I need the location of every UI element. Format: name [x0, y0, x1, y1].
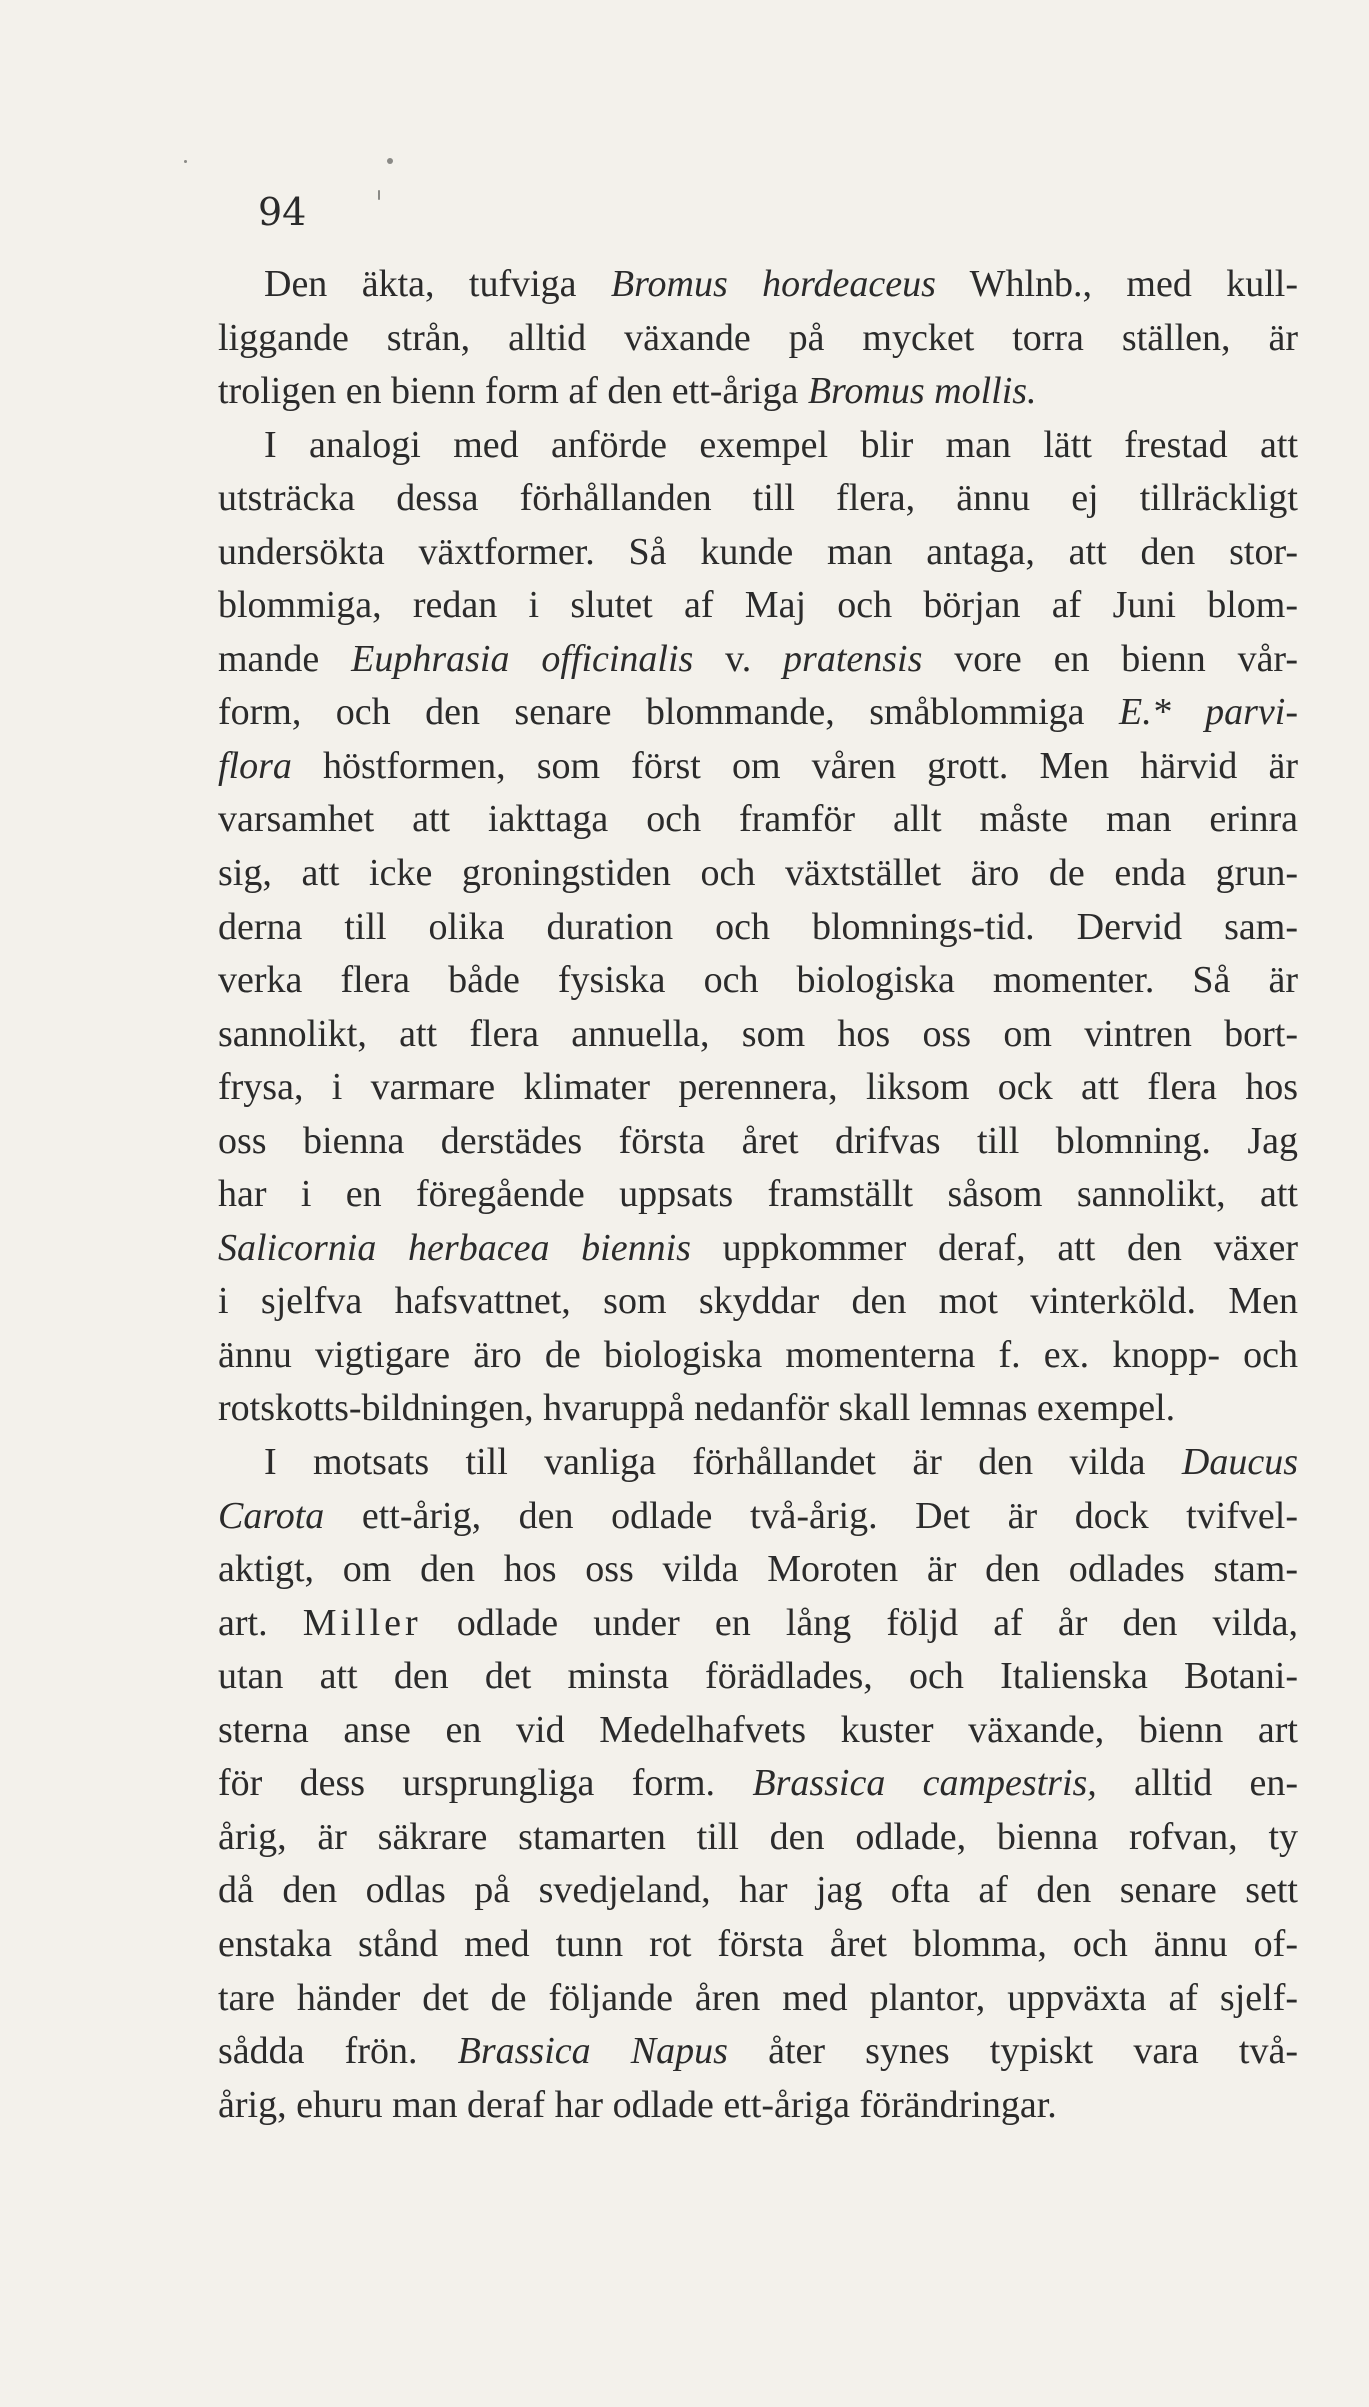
text-segment: art.	[218, 1601, 303, 1644]
text-segment: för dess ursprungliga form.	[218, 1762, 753, 1805]
text-line	[218, 1757, 1298, 1811]
page-number: 94	[258, 190, 307, 234]
text-line	[218, 2079, 1298, 2133]
text-segment: I analogi med anförde exempel blir man lätt frestad att	[264, 423, 1298, 466]
text-line	[218, 472, 1298, 526]
text-line	[218, 1490, 1298, 1544]
text-segment: sannolikt, att flera annuella, som hos oss om vintren bort-	[218, 1012, 1298, 1055]
text-segment: liggande strån, alltid växande på mycket torra ställen, är	[218, 316, 1298, 359]
text-segment: sådda frön.	[218, 2030, 458, 2073]
text-line	[218, 1704, 1298, 1758]
text-segment: Den äkta, tufviga	[264, 263, 611, 305]
text-line	[218, 419, 1298, 473]
italic-segment: Bromus hordeaceus	[610, 263, 936, 305]
italic-segment: Euphrasia officinalis	[351, 637, 694, 680]
text-segment: sterna anse en vid Medelhafvets kuster växande, bienn art	[218, 1708, 1298, 1751]
text-line	[218, 1972, 1298, 2026]
text-line	[218, 1222, 1298, 1276]
text-segment: aktigt, om den hos oss vilda Moroten är den odlades stam-	[218, 1548, 1298, 1591]
text-segment: har i en föregående uppsats framställt såsom sannolikt, att	[218, 1173, 1298, 1216]
text-line	[218, 1168, 1298, 1222]
text-line	[218, 901, 1298, 955]
text-line	[218, 1650, 1298, 1704]
text-segment: utsträcka dessa förhållanden till flera, ännu ej tillräckligt	[218, 477, 1298, 520]
text-segment: blommiga, redan i slutet af Maj och början af Juni blom-	[218, 584, 1298, 627]
text-line	[218, 2025, 1298, 2079]
text-segment: form, och den senare blommande, småblommiga	[218, 691, 1119, 734]
text-segment: rotskotts-bildningen, hvaruppå nedanför skall lemnas exempel.	[218, 1387, 1176, 1430]
text-segment: då den odlas på svedjeland, har jag ofta af den senare sett	[218, 1869, 1298, 1912]
text-line	[218, 1597, 1298, 1651]
text-segment: odlade under en lång följd af år den vilda,	[421, 1601, 1298, 1644]
italic-segment: flora	[218, 744, 292, 787]
text-segment: oss bienna derstädes första året drifvas till blomning. Jag	[218, 1119, 1298, 1162]
text-segment: utan att den det minsta förädlades, och Italienska Botani-	[218, 1655, 1298, 1698]
text-line	[218, 1008, 1298, 1062]
text-segment: mande	[218, 637, 352, 680]
text-line	[218, 793, 1298, 847]
text-line	[218, 1061, 1298, 1115]
print-speck	[184, 160, 187, 163]
text-segment: troligen en bienn form af den ett-åriga	[218, 370, 808, 413]
text-line	[218, 954, 1298, 1008]
text-line	[218, 258, 1298, 312]
text-line	[218, 579, 1298, 633]
text-line	[218, 1811, 1298, 1865]
text-segment: enstaka stånd med tunn rot första året blomma, och ännu of-	[218, 1922, 1298, 1965]
text-segment: höstformen, som först om våren grott. Men härvid är	[291, 744, 1298, 787]
text-segment: tare händer det de följande åren med plantor, uppväxta af sjelf-	[218, 1976, 1298, 2019]
text-line	[218, 1115, 1298, 1169]
print-speck	[387, 158, 393, 164]
text-line	[218, 1329, 1298, 1383]
text-line	[218, 633, 1298, 687]
italic-segment: E.* parvi-	[1118, 691, 1298, 734]
text-segment: uppkommer deraf, att den växer	[690, 1226, 1298, 1269]
italic-segment: Bromus mollis.	[807, 370, 1037, 413]
text-line	[218, 847, 1298, 901]
text-segment: I motsats till vanliga förhållandet är den vilda	[264, 1441, 1182, 1484]
text-line	[218, 1436, 1298, 1490]
spaced-name: Miller	[302, 1601, 422, 1644]
text-line	[218, 1864, 1298, 1918]
text-segment: åter synes typiskt vara två-	[727, 2030, 1298, 2073]
text-segment: varsamhet att iakttaga och framför allt måste man erinra	[218, 798, 1298, 841]
text-line	[218, 526, 1298, 580]
text-segment: frysa, i varmare klimater perennera, liksom ock att flera hos	[218, 1066, 1298, 1109]
italic-segment: Salicornia herbacea biennis	[218, 1226, 691, 1269]
text-segment: årig, ehuru man deraf har odlade ett-åriga förändringar.	[218, 2083, 1057, 2126]
text-segment: Whlnb., med kull-	[935, 263, 1298, 305]
text-segment: undersökta växtformer. Så kunde man antaga, att den stor-	[218, 530, 1298, 573]
text-line	[218, 312, 1298, 366]
italic-segment: Brassica Napus	[457, 2030, 728, 2073]
text-segment: v.	[693, 637, 784, 680]
text-segment: vore en bienn vår-	[922, 637, 1298, 680]
text-line	[218, 1543, 1298, 1597]
text-line	[218, 740, 1298, 794]
text-line	[218, 1275, 1298, 1329]
body-text	[218, 258, 1298, 2132]
text-segment: i sjelfva hafsvattnet, som skyddar den mot vinterköld. Men	[218, 1280, 1298, 1323]
text-segment: sig, att icke groningstiden och växtstället äro de enda grun-	[218, 852, 1298, 895]
italic-segment: Daucus	[1181, 1441, 1298, 1484]
text-segment: alltid en-	[1096, 1762, 1298, 1805]
text-segment: ett-årig, den odlade två-årig. Det är dock tvifvel-	[324, 1494, 1298, 1537]
print-speck	[378, 190, 380, 200]
text-segment: derna till olika duration och blomnings-tid. Dervid sam-	[218, 905, 1298, 948]
text-segment: ännu vigtigare äro de biologiska momenterna f. ex. knopp- och	[218, 1333, 1298, 1376]
italic-segment: pratensis	[783, 637, 923, 680]
text-line	[218, 365, 1298, 419]
text-line	[218, 1382, 1298, 1436]
italic-segment: Carota	[218, 1494, 325, 1537]
text-segment: verka flera både fysiska och biologiska momenter. Så är	[218, 959, 1298, 1002]
italic-segment: Brassica campestris,	[752, 1762, 1097, 1805]
text-segment: årig, är säkrare stamarten till den odlade, bienna rofvan, ty	[218, 1815, 1298, 1858]
text-line	[218, 1918, 1298, 1972]
text-line	[218, 686, 1298, 740]
